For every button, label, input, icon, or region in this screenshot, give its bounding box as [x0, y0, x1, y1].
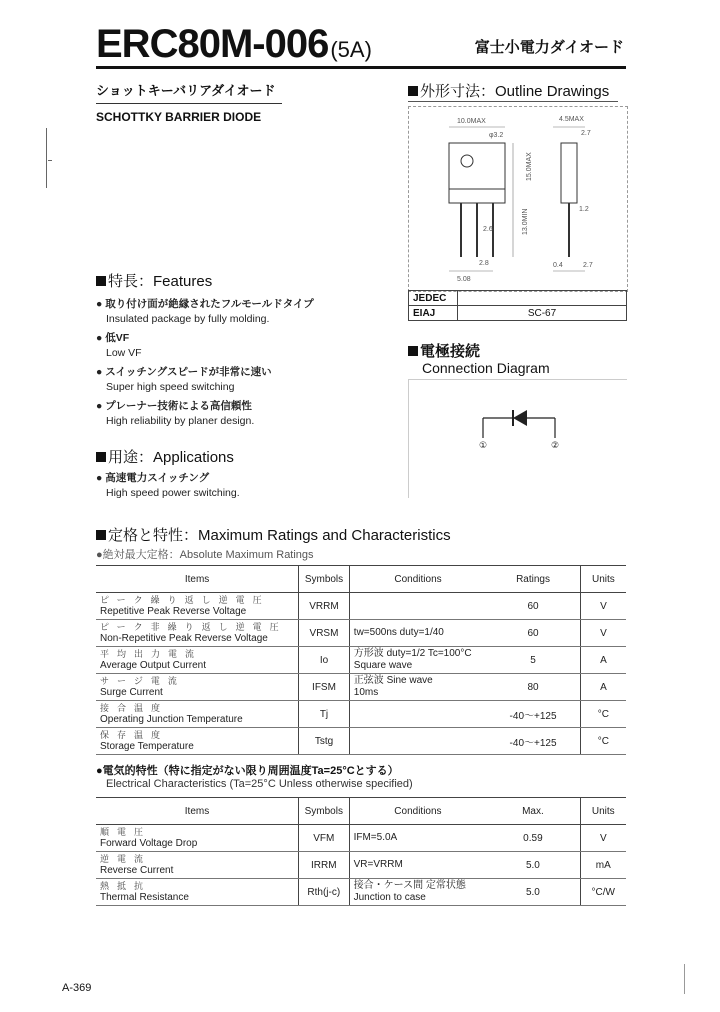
dim-label: 15.0MAX	[526, 152, 533, 181]
part-title	[96, 22, 372, 72]
features-heading: 特長：Features	[96, 270, 212, 291]
table-row	[409, 306, 627, 321]
unit-cell: °C	[580, 701, 626, 728]
diode-symbol-icon	[409, 380, 627, 498]
unit-cell: °C	[580, 728, 626, 755]
header-rule	[96, 66, 626, 69]
col-header: Symbols	[299, 566, 350, 593]
mounting-hole-icon	[461, 155, 473, 167]
condition-cell	[349, 728, 486, 755]
item-cell: 保存温度 Storage Temperature	[96, 728, 299, 755]
elec-characteristics-table	[96, 797, 626, 906]
pin-1-label: ①	[479, 441, 488, 451]
table-row	[96, 879, 626, 906]
symbol-cell: Rth(j-c)	[298, 879, 349, 906]
col-header: Ratings	[486, 566, 580, 593]
col-header: Units	[580, 566, 626, 593]
condition-cell: VR=VRRM	[349, 852, 486, 879]
connection-heading-en: Connection Diagram	[422, 360, 550, 376]
margin-mark	[684, 964, 685, 994]
symbol-cell: VRRM	[299, 593, 350, 620]
item-cell: 平均出力電流 Average Output Current	[96, 647, 299, 674]
ratings-subtitle: ●絶対最大定格：Absolute Maximum Ratings	[96, 549, 314, 561]
symbol-cell: IFSM	[299, 674, 350, 701]
table-row	[96, 701, 626, 728]
item-cell: 接合温度 Operating Junction Temperature	[96, 701, 299, 728]
table-row	[96, 593, 626, 620]
value-cell: 5.0	[486, 879, 580, 906]
dim-label: 1.2	[579, 206, 589, 213]
unit-cell: V	[580, 593, 626, 620]
unit-cell: A	[580, 674, 626, 701]
value-cell: -40～+125	[486, 728, 580, 755]
dim-label: φ3.2	[489, 132, 504, 139]
device-type-en: SCHOTTKY BARRIER DIODE	[96, 110, 262, 124]
section-bullet-icon	[96, 530, 106, 540]
value-cell: 5.0	[486, 852, 580, 879]
condition-cell: 接合・ケース間 定常状態 Junction to case	[349, 879, 486, 906]
brand-jp: 富士小電力ダイオード	[474, 39, 624, 56]
table-header-row	[96, 798, 626, 825]
table-row	[409, 291, 627, 306]
connection-diagram	[408, 379, 627, 498]
table-row	[96, 620, 626, 647]
condition-cell: IFM=5.0A	[349, 825, 486, 852]
symbol-cell: VFM	[298, 825, 349, 852]
current-rating: (5A)	[330, 37, 372, 62]
col-header: Symbols	[298, 798, 349, 825]
dim-label: 5.08	[457, 276, 471, 283]
col-header: Items	[96, 798, 298, 825]
max-ratings-table	[96, 565, 626, 755]
connection-heading-jp: 電極接続	[408, 340, 480, 361]
col-header: Items	[96, 566, 299, 593]
table-header-row	[96, 566, 626, 593]
outline-rule	[408, 101, 618, 102]
dim-label: 4.5MAX	[559, 116, 584, 123]
table-cell: SC-67	[458, 306, 627, 321]
col-header: Units	[580, 798, 626, 825]
value-cell: -40～+125	[486, 701, 580, 728]
table-cell: EIAJ	[409, 306, 458, 321]
condition-cell: 方形波 duty=1/2 Tc=100°C Square wave	[349, 647, 486, 674]
elec-heading-en: Electrical Characteristics (Ta=25°C Unless otherwise specified)	[106, 778, 413, 790]
list-item: ● スイッチングスピードが非常に速い	[96, 366, 272, 378]
dim-label: 2.7	[583, 262, 593, 269]
symbol-cell: Tj	[299, 701, 350, 728]
symbol-cell: VRSM	[299, 620, 350, 647]
value-cell: 5	[486, 647, 580, 674]
margin-mark-tick	[48, 160, 52, 161]
section-bullet-icon	[408, 86, 418, 96]
list-item-en: High reliability by planer design.	[106, 415, 255, 427]
dim-label: 2.8	[479, 260, 489, 267]
unit-cell: A	[580, 647, 626, 674]
dim-label: 10.0MAX	[457, 118, 486, 125]
dim-label: 0.4	[553, 262, 563, 269]
condition-cell	[349, 593, 486, 620]
unit-cell: V	[580, 620, 626, 647]
list-item-en: Low VF	[106, 347, 142, 359]
item-cell: ピーク非繰り返し逆電圧 Non-Repetitive Peak Reverse Voltage	[96, 620, 299, 647]
table-row	[96, 674, 626, 701]
condition-cell: 正弦波 Sine wave 10ms	[349, 674, 486, 701]
pin-2-label: ②	[551, 441, 560, 451]
unit-cell: °C/W	[580, 879, 626, 906]
unit-cell: V	[580, 825, 626, 852]
col-header: Conditions	[349, 798, 486, 825]
section-bullet-icon	[408, 346, 418, 356]
elec-heading-jp: ●電気的特性（特に指定がない限り周囲温度Ta=25°Cとする）	[96, 765, 399, 777]
section-bullet-icon	[96, 452, 106, 462]
package-body	[449, 143, 505, 203]
outline-drawing	[408, 106, 628, 292]
table-row	[96, 728, 626, 755]
value-cell: 60	[486, 620, 580, 647]
col-header: Conditions	[349, 566, 486, 593]
col-header: Max.	[486, 798, 580, 825]
item-cell: 順電圧 Forward Voltage Drop	[96, 825, 298, 852]
dim-label: 2.7	[581, 130, 591, 137]
list-item-en: High speed power switching.	[106, 487, 240, 499]
symbol-cell: Io	[299, 647, 350, 674]
package-drawing	[409, 107, 627, 291]
device-type-jp: ショットキーバリアダイオード	[96, 80, 282, 104]
list-item: ● 低VF	[96, 332, 130, 344]
package-standard-table	[408, 290, 627, 321]
dim-label: 13.0MIN	[522, 208, 529, 235]
item-cell: 熱抵抗 Thermal Resistance	[96, 879, 298, 906]
applications-list	[96, 470, 240, 504]
list-item-en: Insulated package by fully molding.	[106, 313, 270, 325]
symbol-cell: IRRM	[298, 852, 349, 879]
features-list	[96, 296, 386, 432]
table-row	[96, 825, 626, 852]
list-item: ● プレーナー技術による高信頼性	[96, 400, 252, 412]
unit-cell: mA	[580, 852, 626, 879]
part-number: ERC80M-006	[96, 22, 329, 66]
dim-label: 2.6	[483, 226, 493, 233]
condition-cell	[349, 701, 486, 728]
section-bullet-icon	[96, 276, 106, 286]
list-item-en: Super high speed switching	[106, 381, 235, 393]
value-cell: 80	[486, 674, 580, 701]
table-cell	[458, 291, 627, 306]
list-item: ● 高速電力スイッチング	[96, 472, 210, 484]
ratings-heading: 定格と特性：Maximum Ratings and Characteristics	[96, 524, 451, 545]
list-item: ● 取り付け面が絶縁されたフルモールドタイプ	[96, 298, 314, 310]
condition-cell: tw=500ns duty=1/40	[349, 620, 486, 647]
applications-heading: 用途：Applications	[96, 446, 234, 467]
item-cell: ピーク繰り返し逆電圧 Repetitive Peak Reverse Voltage	[96, 593, 299, 620]
table-cell: JEDEC	[409, 291, 458, 306]
outline-heading: 外形寸法：Outline Drawings	[408, 80, 609, 101]
symbol-cell: Tstg	[299, 728, 350, 755]
page-number: A-369	[62, 982, 92, 994]
margin-mark	[46, 128, 47, 188]
value-cell: 60	[486, 593, 580, 620]
item-cell: 逆電流 Reverse Current	[96, 852, 298, 879]
item-cell: サージ電流 Surge Current	[96, 674, 299, 701]
value-cell: 0.59	[486, 825, 580, 852]
table-row	[96, 852, 626, 879]
table-row	[96, 647, 626, 674]
